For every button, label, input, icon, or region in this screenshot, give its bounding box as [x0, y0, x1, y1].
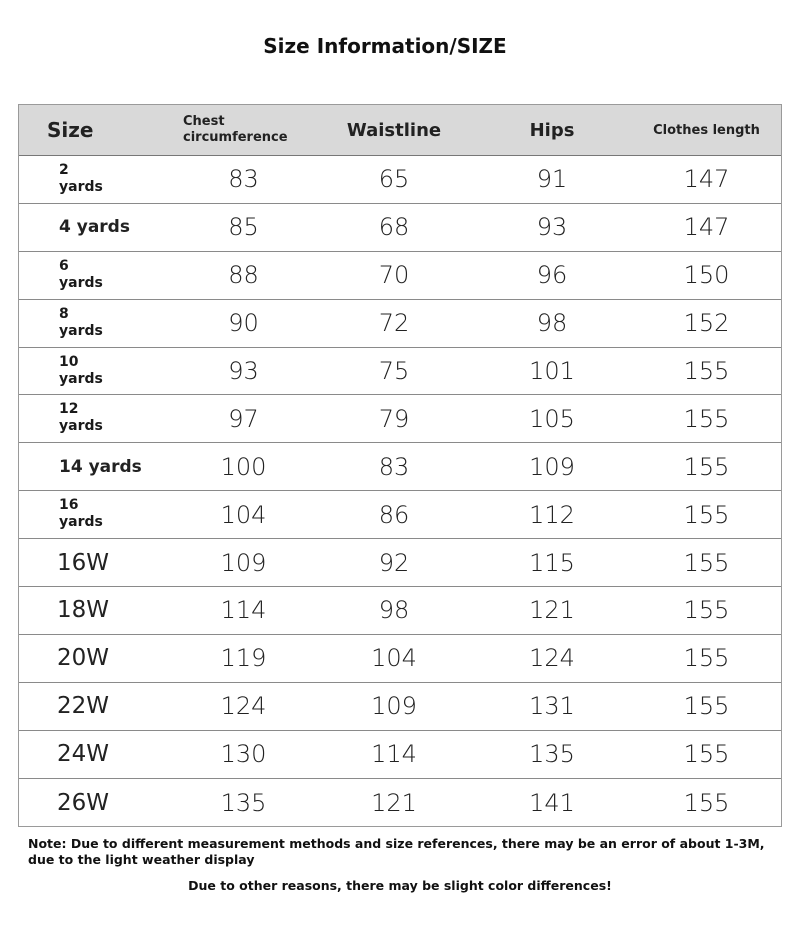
chest-cell: 119 [220, 644, 267, 673]
page-title: Size Information/SIZE [263, 34, 507, 58]
chest-cell: 85 [228, 213, 259, 242]
size-cell: 14 yards [59, 456, 142, 477]
chest-cell: 90 [228, 309, 259, 338]
hips-cell: 112 [529, 500, 575, 529]
chest-cell: 130 [220, 740, 267, 769]
table-header [19, 105, 781, 156]
length-cell: 155 [683, 692, 730, 721]
table-row [19, 587, 781, 635]
table-row [19, 156, 781, 204]
size-cell: 24W [57, 741, 110, 768]
measurement-note: Note: Due to different measurement methods and size references, there may be an error of about 1-3M, due to the light weather display [28, 836, 765, 867]
waistline-cell: 79 [378, 404, 410, 433]
size-cell: 4 yards [59, 217, 130, 238]
length-cell: 155 [683, 548, 730, 577]
size-cell: 20W [57, 645, 110, 672]
length-cell: 150 [683, 261, 730, 290]
waistline-cell: 98 [378, 596, 410, 625]
size-cell [19, 348, 171, 395]
size-cell: 22W [57, 693, 110, 720]
size-cell: 26W [57, 789, 110, 816]
length-cell: 155 [683, 500, 730, 529]
table-row [19, 779, 781, 827]
size-table [18, 104, 782, 827]
table-row [19, 204, 781, 252]
size-number: 16 [59, 497, 79, 514]
table-row [19, 731, 781, 779]
table-row [19, 348, 781, 396]
header-size: Size [47, 118, 94, 142]
chest-cell: 88 [228, 261, 259, 290]
hips-cell: 91 [536, 165, 568, 194]
chest-cell: 100 [220, 452, 267, 481]
size-unit: yards [59, 370, 103, 387]
size-cell [19, 395, 171, 442]
size-cell [19, 491, 171, 538]
hips-cell: 105 [529, 404, 575, 433]
hips-cell: 96 [536, 261, 568, 290]
length-cell: 155 [683, 644, 730, 673]
length-cell: 155 [683, 788, 730, 817]
waistline-cell: 83 [378, 452, 410, 481]
size-cell [19, 300, 171, 347]
size-number: 10 [59, 353, 79, 370]
waistline-cell: 70 [378, 261, 410, 290]
size-cell [19, 156, 171, 203]
hips-cell: 135 [529, 740, 575, 769]
table-row [19, 491, 781, 539]
size-cell: 16W [57, 549, 110, 576]
size-number: 6 [59, 257, 69, 274]
chest-cell: 114 [220, 596, 267, 625]
chest-cell: 97 [228, 404, 259, 433]
waistline-cell: 68 [378, 213, 410, 242]
waistline-cell: 121 [371, 788, 417, 817]
header-chest: Chest circumference [183, 114, 288, 145]
length-cell: 155 [683, 596, 730, 625]
table-row [19, 252, 781, 300]
chest-cell: 124 [220, 692, 267, 721]
table-row [19, 683, 781, 731]
chest-cell: 83 [228, 165, 259, 194]
hips-cell: 93 [536, 213, 568, 242]
size-unit: yards [59, 322, 103, 339]
waistline-cell: 65 [378, 165, 410, 194]
waistline-cell: 72 [378, 309, 410, 338]
size-number: 2 [59, 162, 69, 178]
hips-cell: 101 [529, 357, 575, 385]
length-cell: 152 [683, 309, 730, 338]
color-note: Due to other reasons, there may be slight color differences! [188, 878, 612, 893]
hips-cell: 121 [529, 596, 575, 625]
size-unit: yards [59, 179, 103, 195]
size-cell: 18W [57, 597, 110, 624]
waistline-cell: 114 [371, 740, 417, 769]
waistline-cell: 92 [378, 548, 410, 577]
length-cell: 155 [683, 357, 730, 385]
header-waistline: Waistline [346, 119, 442, 141]
waistline-cell: 109 [371, 692, 417, 721]
size-number: 8 [59, 305, 69, 322]
hips-cell: 124 [529, 644, 575, 673]
hips-cell: 131 [529, 692, 575, 721]
table-row [19, 300, 781, 348]
chest-cell: 93 [228, 357, 259, 385]
hips-cell: 109 [529, 452, 575, 481]
size-unit: yards [59, 274, 103, 291]
length-cell: 147 [683, 213, 730, 242]
length-cell: 155 [683, 404, 730, 433]
length-cell: 155 [683, 452, 730, 481]
hips-cell: 115 [529, 548, 575, 577]
chest-cell: 104 [220, 500, 267, 529]
table-row [19, 443, 781, 491]
hips-cell: 98 [536, 309, 568, 338]
size-number: 12 [59, 401, 79, 418]
size-unit: yards [59, 418, 103, 435]
length-cell: 147 [683, 165, 730, 194]
length-cell: 155 [683, 740, 730, 769]
header-clothes-length: Clothes length [653, 122, 760, 138]
table-body [19, 156, 781, 826]
chest-cell: 135 [220, 788, 267, 817]
header-hips: Hips [529, 119, 575, 141]
table-row [19, 395, 781, 443]
waistline-cell: 75 [378, 357, 410, 385]
hips-cell: 141 [529, 788, 575, 817]
table-row [19, 635, 781, 683]
size-unit: yards [59, 514, 103, 531]
chest-cell: 109 [220, 548, 267, 577]
size-cell [19, 252, 171, 299]
waistline-cell: 86 [378, 500, 410, 529]
waistline-cell: 104 [371, 644, 417, 673]
table-row [19, 539, 781, 587]
